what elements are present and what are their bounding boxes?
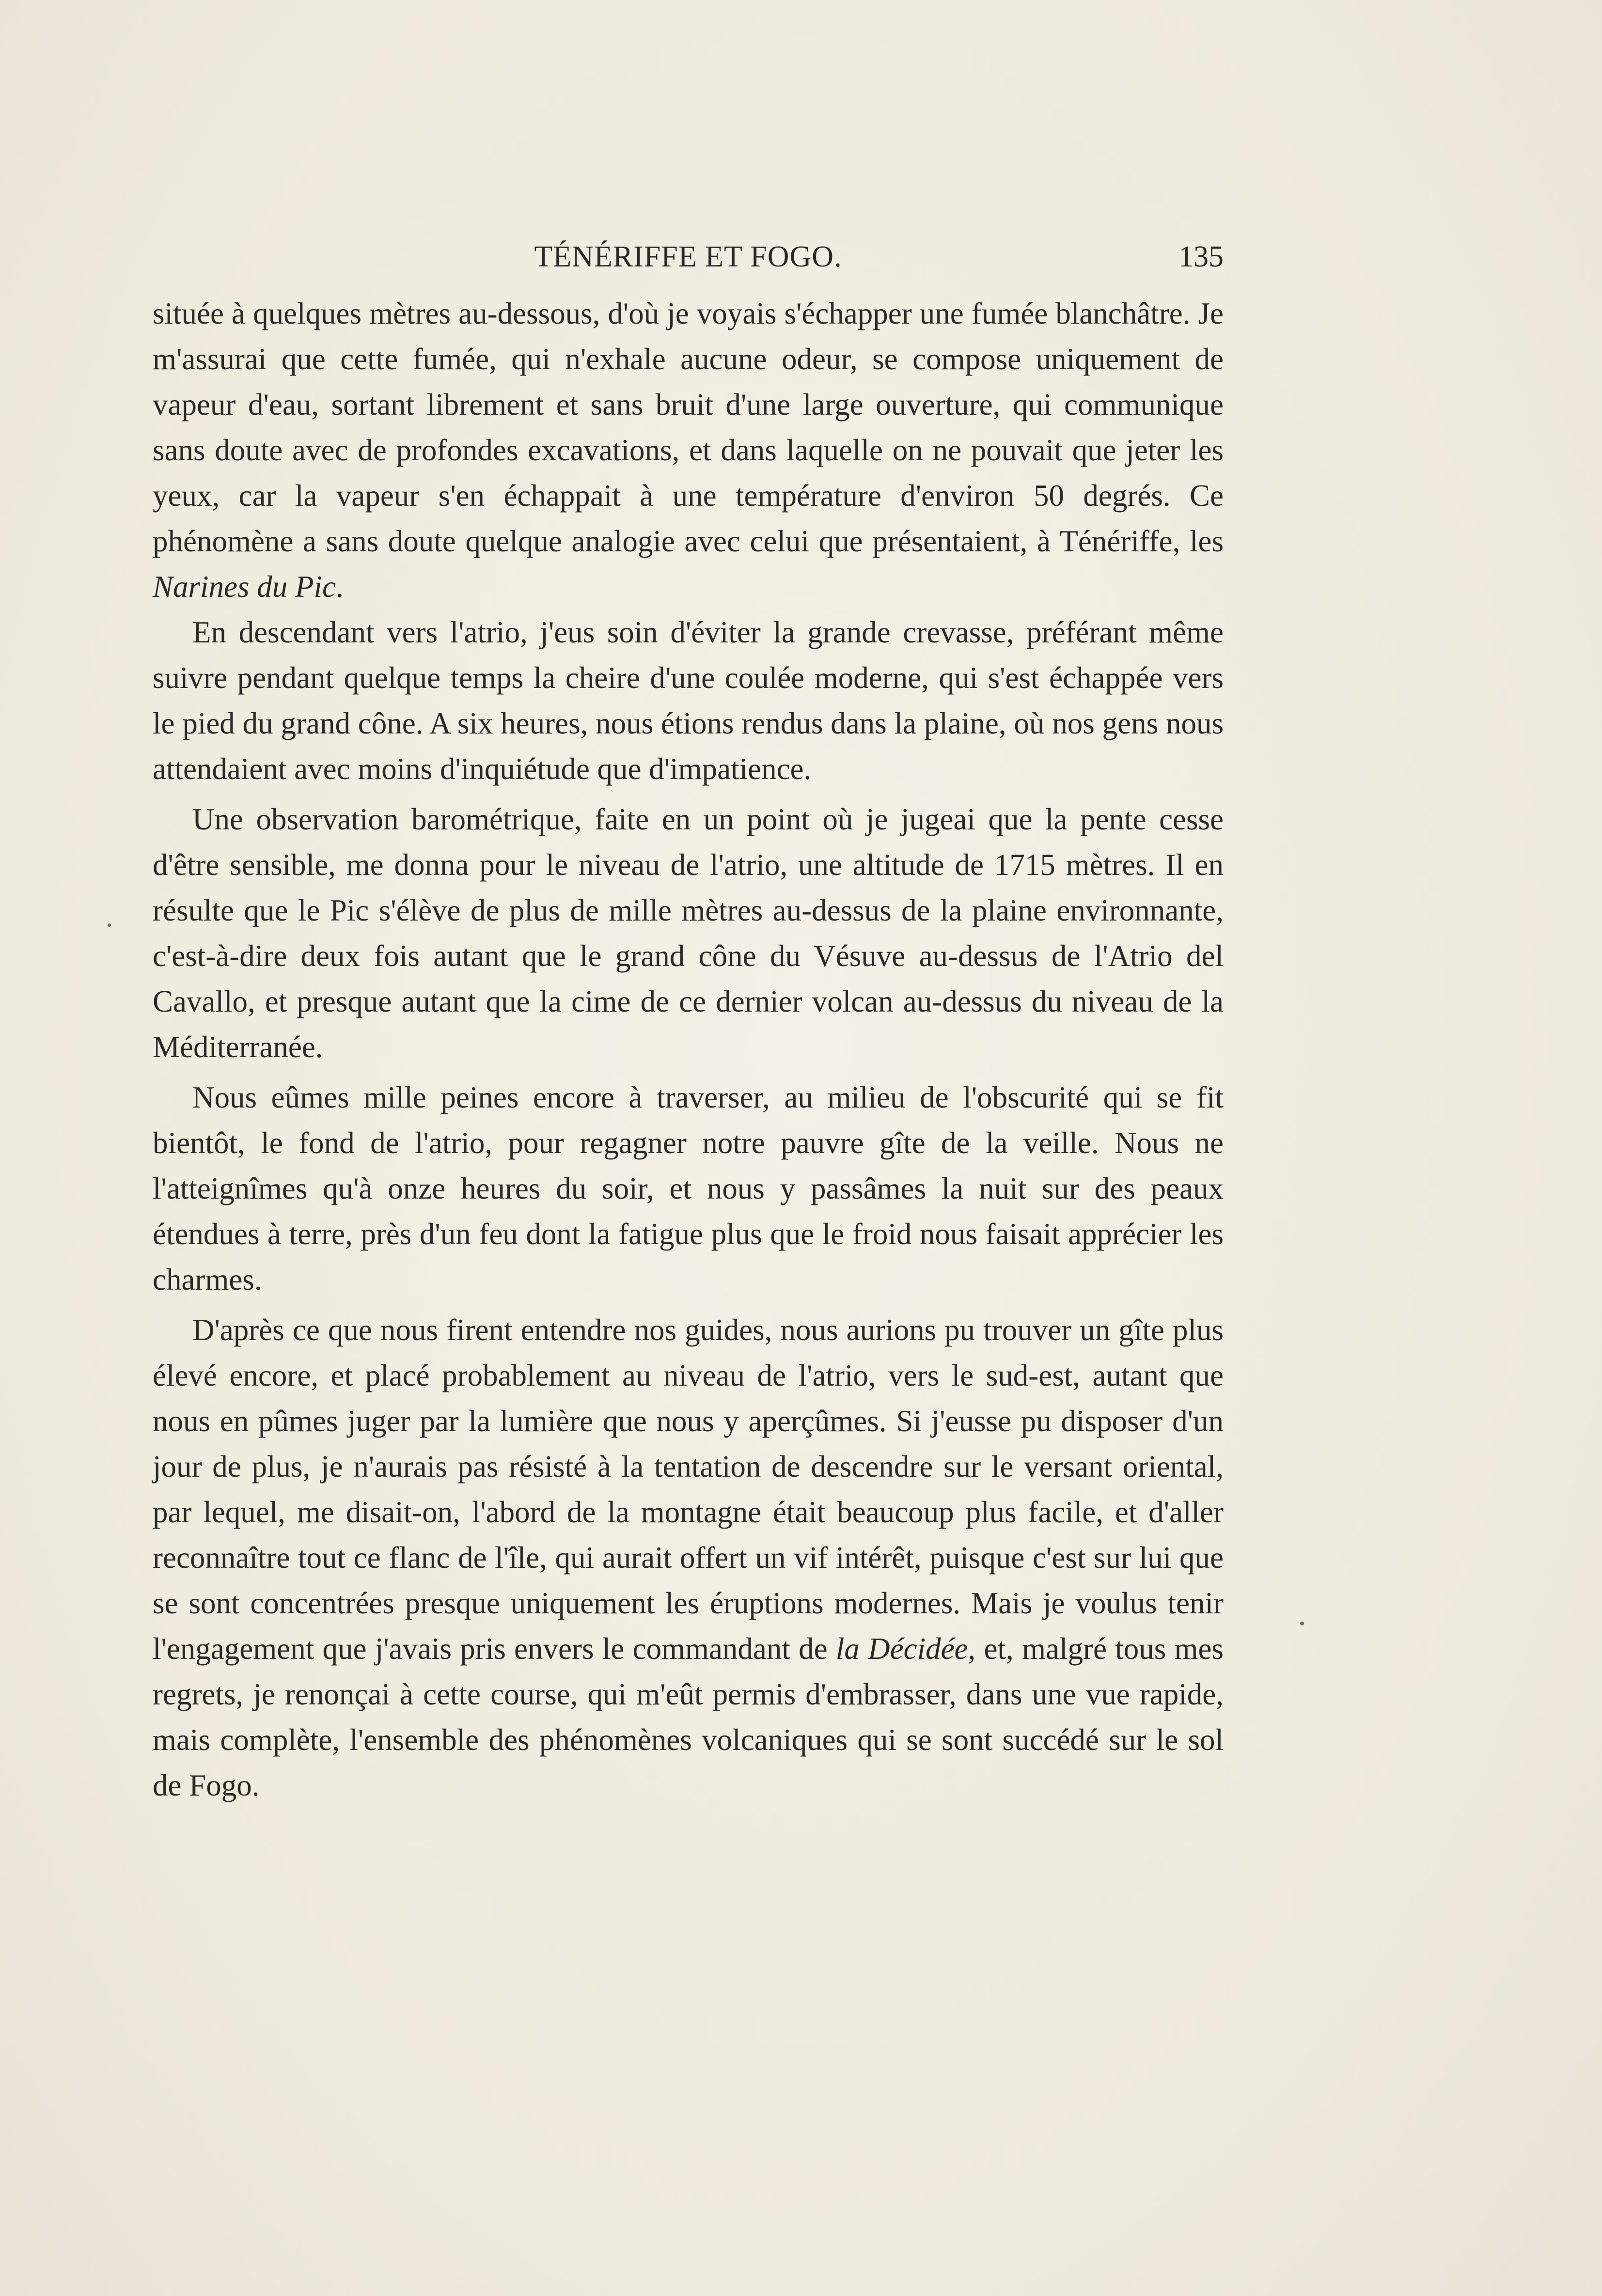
paragraph-1 xyxy=(153,291,1224,609)
paragraph-4 xyxy=(153,1075,1224,1302)
paragraph-2 xyxy=(153,609,1224,792)
paragraph-5-end: , et, malgré tous mes regrets, je renonçai à cette course, qui m'eût permis d'embrasser, dans une vue rapide, mais complète, l'ensemble des phénomènes volcaniques qui se sont succédé sur le sol de Fogo. xyxy=(153,1632,1224,1802)
paragraph-2-text: En descendant vers l'atrio, j'eus soin d'éviter la grande crevasse, préférant même suivre pendant quelque temps la cheire d'une coulée moderne, qui s'est échappée vers le pied du grand cône. A six heures, nous étions rendus dans la plaine, où nos gens nous attendaient avec moins d'inquiétude que d'impatience. xyxy=(153,615,1224,786)
paragraph-1-end: . xyxy=(335,570,344,604)
paragraph-5-italic: la Décidée xyxy=(835,1632,968,1666)
paragraph-3 xyxy=(153,797,1224,1070)
running-title: TÉNÉRIFFE ET FOGO. xyxy=(534,240,842,273)
page-number: 135 xyxy=(1178,240,1224,273)
paragraph-4-text: Nous eûmes mille peines encore à traverser, au milieu de l'obscurité qui se fit bientôt, le fond de l'atrio, pour regagner notre pauvre gîte de la veille. Nous ne l'atteignîmes qu'à onze heures du soir, et nous y passâmes la nuit sur des peaux étendues à terre, près d'un feu dont la fatigue plus que le froid nous faisait apprécier les charmes. xyxy=(153,1080,1224,1296)
paragraph-5-text: D'après ce que nous firent entendre nos guides, nous aurions pu trouver un gîte plus élevé encore, et placé probablement au niveau de l'atrio, vers le sud-est, autant que nous en pûmes juger par la lumière que nous y aperçûmes. Si j'eusse pu disposer d'un jour de plus, je n'aurais pas résisté à la tentation de descendre sur le versant oriental, par lequel, me disait-on, l'abord de la montagne était beaucoup plus facile, et d'aller reconnaître tout ce flanc de l'île, qui aurait offert un vif intérêt, puisque c'est sur lui que se sont concentrées presque uniquement les éruptions modernes. Mais je voulus tenir l'engagement que j'avais pris envers le commandant de xyxy=(153,1313,1224,1666)
paragraph-1-italic: Narines du Pic xyxy=(153,570,336,604)
paragraph-5 xyxy=(153,1307,1224,1808)
paragraph-1-text: située à quelques mètres au-dessous, d'où je voyais s'échapper une fumée blanchâtre. Je m'assurai que cette fumée, qui n'exhale aucune odeur, se compose uniquement de vapeur d'eau, sortant librement et sans bruit d'une large ouverture, qui communique sans doute avec de profondes excavations, et dans laquelle on ne pouvait que jeter les yeux, car la vapeur s'en échappait à une température d'environ 50 degrés. Ce phénomène a sans doute quelque analogie avec celui que présentaient, à Ténériffe, les xyxy=(153,297,1224,558)
paper-speck-left xyxy=(108,923,111,927)
paper-speck-right xyxy=(1300,1622,1304,1625)
paragraph-3-text: Une observation barométrique, faite en un point où je jugeai que la pente cesse d'être sensible, me donna pour le niveau de l'atrio, une altitude de 1715 mètres. Il en résulte que le Pic s'élève de plus de mille mètres au-dessus de la plaine environnante, c'est-à-dire deux fois autant que le grand cône du Vésuve au-dessus de l'Atrio del Cavallo, et presque autant que la cime de ce dernier volcan au-dessus du niveau de la Méditerranée. xyxy=(153,802,1224,1064)
body-text xyxy=(153,291,1224,1808)
running-head xyxy=(153,240,1224,279)
